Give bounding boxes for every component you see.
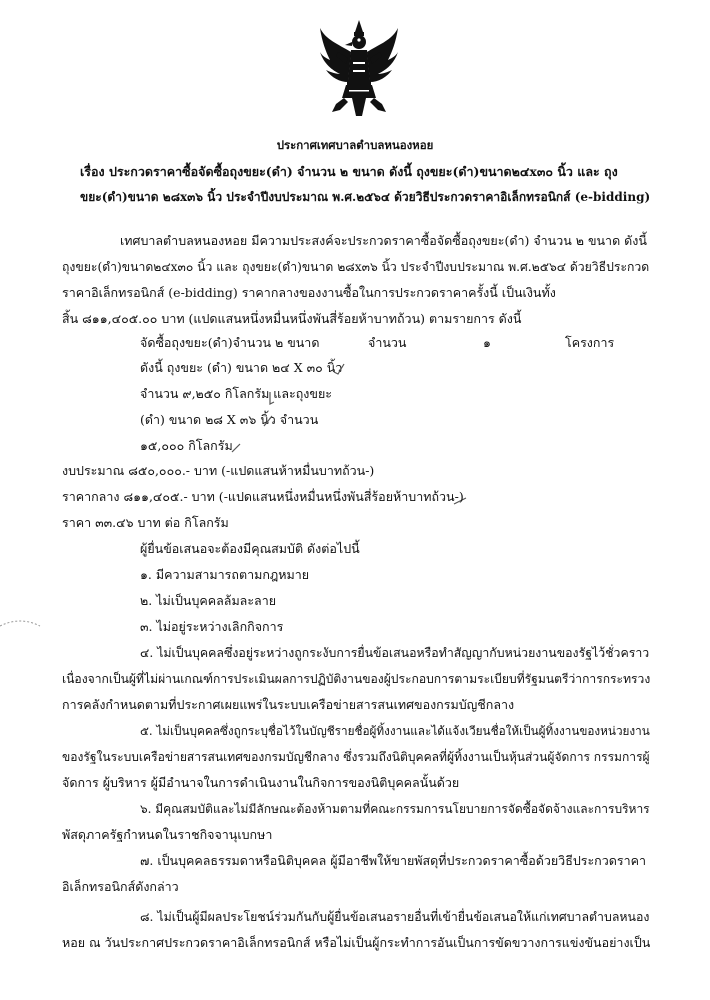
- announcement-title: ประกาศเทศบาลตำบลหนองหอย: [276, 138, 434, 152]
- median-price-line: ราคากลาง ๘๑๑,๔๐๕.- บาท (-แปดแสนหนึ่งหมื่นหนึ่งพันสี่ร้อยห้าบาทถ้วน-): [62, 489, 464, 504]
- subject-line-1: เรื่อง ประกวดราคาซื้อจัดซื้อถุงขยะ(ดำ) จำนวน ๒ ขนาด ดังนี้ ถุงขยะ(ดำ)ขนาด๒๔x๓๐ นิ้ว และ ถุง: [80, 164, 618, 179]
- budget-line: งบประมาณ ๘๕๐,๐๐๐.- บาท (-แปดแสนห้าหมื่นบาทถ้วน-): [62, 463, 375, 478]
- qualification-5-line-3: จัดการ ผู้บริหาร ผู้มีอำนาจในการดำเนินงานในกิจการของนิติบุคคลนั้นด้วย: [62, 775, 460, 790]
- item-detail-1: ดังนี้ ถุงขยะ (ดำ) ขนาด ๒๔ X ๓๐ นิ้ว: [140, 360, 343, 375]
- pen-tick-mark: [264, 390, 276, 406]
- qualification-4-line-2: เนื่องจากเป็นผู้ที่ไม่ผ่านเกณฑ์การประเมินผลการปฏิบัติงานของผู้ประกอบการตามระเบียบที่รัฐมนตรีว่าการกระทรวง: [62, 672, 651, 686]
- qualification-5-line-1: ๕. ไม่เป็นบุคคลซึ่งถูกระบุชื่อไว้ในบัญชีรายชื่อผู้ทิ้งงานและได้แจ้งเวียนชื่อให้เป็นผู้ทิ้งงานของหน่วยงาน: [140, 724, 650, 738]
- scan-edge-mark: [0, 612, 60, 642]
- garuda-emblem-icon: [318, 18, 400, 118]
- qualification-8-line-2: หอย ณ วันประกาศประกวดราคาอิเล็กทรอนิกส์ หรือไม่เป็นผู้กระทำการอันเป็นการขัดขวางการแข่งขันอย่างเป็น: [62, 935, 651, 950]
- qualification-3: ๓. ไม่อยู่ระหว่างเลิกกิจการ: [140, 619, 284, 634]
- unit-price-line: ราคา ๓๓.๔๖ บาท ต่อ กิโลกรัม: [62, 515, 229, 530]
- intro-line-2: ถุงขยะ(ดำ)ขนาด๒๔x๓๐ นิ้ว และ ถุงขยะ(ดำ)ขนาด ๒๘x๓๖ นิ้ว ประจำปีงบประมาณ พ.ศ.๒๕๖๔ ด้วยวิธีประกวด: [62, 260, 650, 274]
- pen-tick-mark: [262, 414, 274, 428]
- qualification-6-line-1: ๖. มีคุณสมบัติและไม่มีลักษณะต้องห้ามตามที่คณะกรรมการนโยบายการจัดซื้อจัดจ้างและการบริหาร: [140, 802, 650, 816]
- item-name: จัดซื้อถุงขยะ(ดำ)จำนวน ๒ ขนาด: [140, 335, 320, 350]
- subject-line-2: ขยะ(ดำ)ขนาด ๒๘x๓๖ นิ้ว ประจำปีงบประมาณ พ.ศ.๒๕๖๔ ด้วยวิธีประกวดราคาอิเล็กทรอนิกส์ (e-bidding): [80, 190, 651, 204]
- pen-tick-mark: [332, 362, 346, 376]
- qualifications-heading: ผู้ยื่นข้อเสนอจะต้องมีคุณสมบัติ ดังต่อไปนี้: [140, 541, 360, 556]
- pen-tick-mark: [230, 440, 244, 454]
- qualification-7-line-2: อิเล็กทรอนิกส์ดังกล่าว: [62, 879, 179, 894]
- qualification-2: ๒. ไม่เป็นบุคคลล้มละลาย: [140, 593, 277, 608]
- qualification-4-line-3: การคลังกำหนดตามที่ประกาศเผยแพร่ในระบบเครือข่ายสารสนเทศของกรมบัญชีกลาง: [62, 697, 515, 712]
- qualification-4-line-1: ๔. ไม่เป็นบุคคลซึ่งอยู่ระหว่างถูกระงับการยื่นข้อเสนอหรือทำสัญญากับหน่วยงานของรัฐไว้ชั่วคราว: [140, 646, 650, 660]
- qualification-6-line-2: พัสดุภาครัฐกำหนดในราชกิจจานุเบกษา: [62, 827, 273, 842]
- item-detail-2: จำนวน ๙,๒๕๐ กิโลกรัม และถุงขยะ: [140, 386, 332, 401]
- qualification-7-line-1: ๗. เป็นบุคคลธรรมดาหรือนิติบุคคล ผู้มีอาชีพให้ขายพัสดุที่ประกวดราคาซื้อด้วยวิธีประกวดราคา: [140, 853, 646, 868]
- intro-line-3: ราคาอิเล็กทรอนิกส์ (e-bidding) ราคากลางของงานซื้อในการประกวดราคาครั้งนี้ เป็นเงินทั้ง: [62, 285, 556, 300]
- item-qty-label: จำนวน: [368, 335, 407, 350]
- item-qty: ๑: [483, 335, 491, 350]
- qualification-1: ๑. มีความสามารถตามกฎหมาย: [140, 567, 310, 582]
- item-unit: โครงการ: [565, 335, 615, 350]
- qualification-5-line-2: ของรัฐในระบบเครือข่ายสารสนเทศของกรมบัญชีกลาง ซึ่งรวมถึงนิติบุคคลที่ผู้ทิ้งงานเป็นหุ้นส่วนผู้จัดการ กรรมการผู้: [62, 750, 650, 764]
- qualification-8-line-1: ๘. ไม่เป็นผู้มีผลประโยชน์ร่วมกันกับผู้ยื่นข้อเสนอรายอื่นที่เข้ายื่นข้อเสนอให้แก่เทศบาลตำบลหนอง: [140, 910, 650, 924]
- item-detail-4: ๑๕,๐๐๐ กิโลกรัม: [140, 438, 233, 453]
- intro-line-4: สิ้น ๘๑๑,๔๐๕.๐๐ บาท (แปดแสนหนึ่งหมื่นหนึ่งพันสี่ร้อยห้าบาทถ้วน) ตามรายการ ดังนี้: [62, 311, 522, 326]
- item-detail-3: (ดำ) ขนาด ๒๘ X ๓๖ นิ้ว จำนวน: [140, 412, 319, 427]
- intro-line-1: เทศบาลตำบลหนองหอย มีความประสงค์จะประกวดราคาซื้อจัดซื้อถุงขยะ(ดำ) จำนวน ๒ ขนาด ดังนี้: [120, 233, 647, 248]
